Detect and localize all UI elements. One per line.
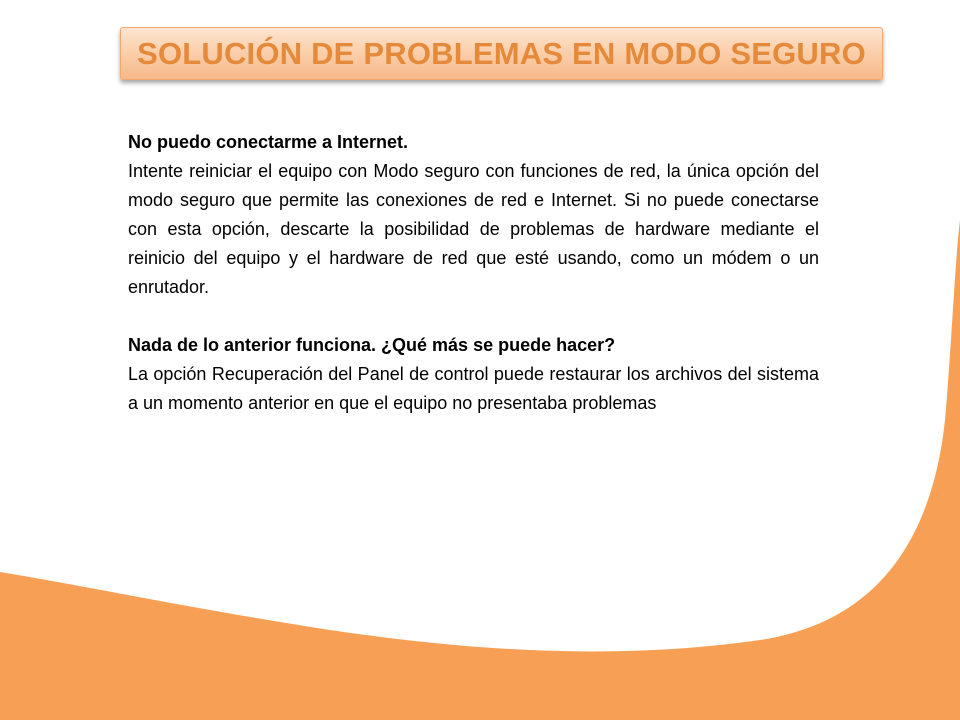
slide-content xyxy=(128,128,819,418)
section-heading-nothing-works: Nada de lo anterior funciona. ¿Qué más se puede hacer? xyxy=(128,335,616,355)
paragraph-spacer xyxy=(128,302,819,331)
section-body-nothing-works: La opción Recuperación del Panel de control puede restaurar los archivos del sistema a un momento anterior en que el equipo no presentaba problemas xyxy=(128,364,819,413)
section-heading-internet: No puedo conectarme a Internet. xyxy=(128,132,409,152)
section-body-internet: Intente reiniciar el equipo con Modo seguro con funciones de red, la única opción del modo seguro que permite las conexiones de red e Internet. Si no puede conectarse con esta opción, descarte la posibilidad de problemas de hardware mediante el reinicio del equipo y el hardware de red que esté usando, como un módem o un enrutador. xyxy=(128,161,819,297)
title-banner xyxy=(120,27,883,80)
slide-title: SOLUCIÓN DE PROBLEMAS EN MODO SEGURO xyxy=(137,35,866,71)
